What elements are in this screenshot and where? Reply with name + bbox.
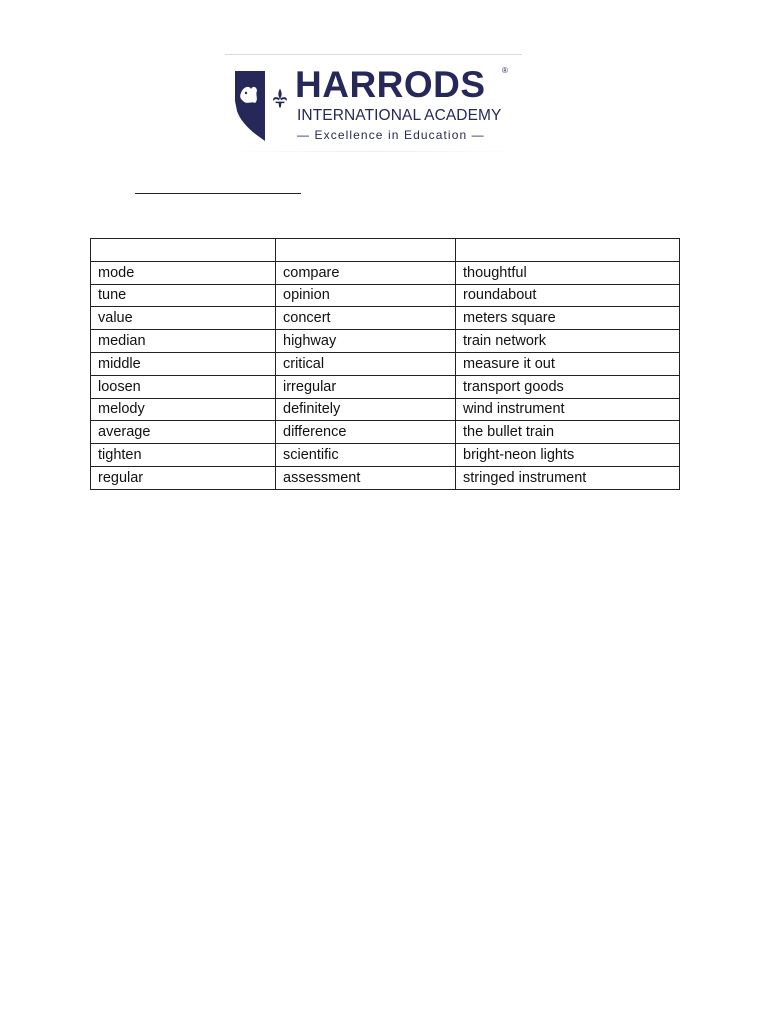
table-header-cell — [276, 239, 456, 262]
table-cell: the bullet train — [456, 421, 680, 444]
table-row — [91, 261, 680, 284]
table-header-cell — [91, 239, 276, 262]
table-cell: meters square — [456, 307, 680, 330]
table-row — [91, 444, 680, 467]
table-cell: bright-neon lights — [456, 444, 680, 467]
table-cell: compare — [276, 261, 456, 284]
table-row — [91, 421, 680, 444]
table-cell: loosen — [91, 375, 276, 398]
table-cell: irregular — [276, 375, 456, 398]
table-cell: value — [91, 307, 276, 330]
table-cell: middle — [91, 352, 276, 375]
table-cell: stringed instrument — [456, 466, 680, 489]
table-cell: wind instrument — [456, 398, 680, 421]
table-cell: critical — [276, 352, 456, 375]
table-cell: tighten — [91, 444, 276, 467]
table-row — [91, 307, 680, 330]
school-logo — [225, 54, 522, 151]
table-cell: mode — [91, 261, 276, 284]
vocabulary-table — [90, 238, 680, 490]
brand-tagline: — Excellence in Education — — [297, 128, 485, 142]
table-cell: median — [91, 330, 276, 353]
table-cell: definitely — [276, 398, 456, 421]
brand-name: HARRODS — [295, 64, 486, 105]
table-cell: measure it out — [456, 352, 680, 375]
name-underline — [135, 193, 301, 194]
fleur-de-lis-icon — [269, 87, 291, 109]
table-cell: scientific — [276, 444, 456, 467]
table-cell: regular — [91, 466, 276, 489]
table-cell: melody — [91, 398, 276, 421]
table-row — [91, 330, 680, 353]
table-cell: tune — [91, 284, 276, 307]
shield-crest-icon — [235, 71, 265, 141]
table-cell: opinion — [276, 284, 456, 307]
table-cell: transport goods — [456, 375, 680, 398]
table-cell: concert — [276, 307, 456, 330]
registered-mark: ® — [502, 66, 508, 75]
table-cell: thoughtful — [456, 261, 680, 284]
table-cell: train network — [456, 330, 680, 353]
table-header-row — [91, 239, 680, 262]
brand-subtitle: INTERNATIONAL ACADEMY — [297, 107, 502, 124]
table-row — [91, 466, 680, 489]
table-cell: highway — [276, 330, 456, 353]
table-cell: average — [91, 421, 276, 444]
table-row — [91, 352, 680, 375]
table-row — [91, 284, 680, 307]
table-row — [91, 375, 680, 398]
table-row — [91, 398, 680, 421]
table-header-cell — [456, 239, 680, 262]
table-cell: roundabout — [456, 284, 680, 307]
table-cell: assessment — [276, 466, 456, 489]
table-cell: difference — [276, 421, 456, 444]
